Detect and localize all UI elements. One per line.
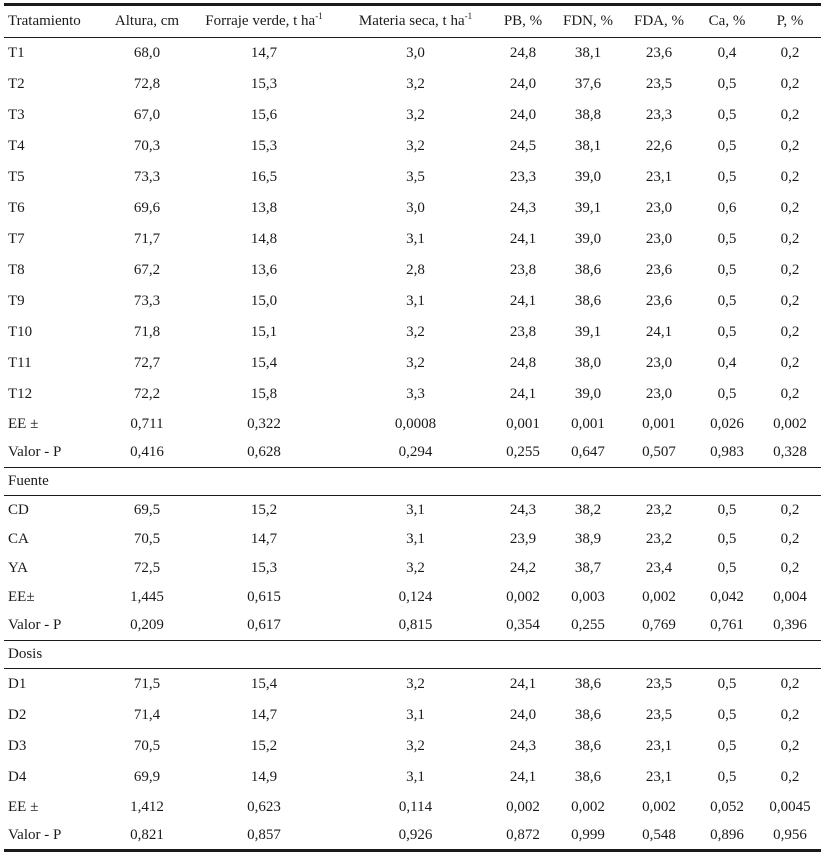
- column-header-label: PB, %: [503, 13, 543, 29]
- table-cell: 13,8: [250, 199, 278, 216]
- table-cell: 23,1: [645, 768, 673, 785]
- row-label: D2: [8, 706, 27, 723]
- table-cell: 0,003: [571, 588, 605, 605]
- table-cell: 70,3: [133, 137, 161, 154]
- row-label: T11: [8, 354, 32, 371]
- table-body: [4, 38, 821, 851]
- table-cell: 0,5: [717, 530, 737, 547]
- column-header-label: Forraje verde, t ha: [205, 13, 316, 29]
- table-cell: 0,872: [493, 822, 553, 851]
- table-cell: 0,5: [717, 323, 737, 340]
- table-cell: 0,2: [780, 323, 800, 340]
- table-cell: 15,6: [250, 106, 278, 123]
- table-cell: 13,6: [250, 261, 278, 278]
- table-cell: 0,821: [104, 822, 190, 851]
- table-cell: 0,001: [506, 415, 540, 432]
- table-cell: 3,2: [406, 106, 425, 123]
- table-cell: 0,615: [247, 588, 281, 605]
- table-cell: 0,2: [780, 559, 800, 576]
- table-cell: 39,0: [574, 230, 602, 247]
- table-cell: 15,2: [250, 501, 278, 518]
- table-cell: 23,9: [509, 530, 537, 547]
- table-cell: 0,5: [717, 137, 737, 154]
- table-cell: 3,1: [406, 768, 425, 785]
- table-cell: 0,623: [247, 798, 281, 815]
- table-cell: 38,7: [574, 559, 602, 576]
- table-cell: 23,8: [509, 323, 537, 340]
- table-cell: 15,1: [250, 323, 278, 340]
- row-label: Valor - P: [4, 822, 104, 851]
- column-header: [493, 5, 553, 38]
- table-cell: 3,2: [406, 354, 425, 371]
- table-cell: 0,001: [571, 415, 605, 432]
- table-cell: 0,002: [642, 588, 676, 605]
- row-label: T12: [8, 385, 33, 402]
- table-cell: 15,0: [250, 292, 278, 309]
- row-label: D1: [8, 675, 27, 692]
- table-row: [4, 100, 821, 131]
- table-cell: 0,002: [506, 798, 540, 815]
- table-cell: 3,3: [406, 385, 425, 402]
- row-label: T9: [8, 292, 25, 309]
- table-cell: 38,1: [574, 137, 602, 154]
- table-row: [4, 612, 821, 641]
- table-cell: 0,815: [398, 617, 433, 634]
- table-cell: 0,255: [506, 444, 540, 461]
- table-cell: 0,5: [717, 501, 737, 518]
- table-cell: 24,1: [509, 230, 537, 247]
- table-cell: 0,628: [247, 444, 281, 461]
- table-cell: 14,9: [250, 768, 278, 785]
- table-cell: 0,2: [780, 199, 800, 216]
- table-cell: 0,5: [717, 75, 737, 92]
- table-cell: 39,0: [574, 385, 602, 402]
- table-row: [4, 669, 821, 700]
- table-cell: 0,0008: [394, 415, 437, 432]
- table-cell: 38,8: [574, 106, 602, 123]
- table-cell: 0,322: [247, 415, 281, 432]
- table-cell: 23,1: [645, 737, 673, 754]
- column-header: [553, 5, 623, 38]
- column-header-label: Materia seca, t ha: [358, 13, 465, 29]
- table-cell: 0,255: [571, 617, 605, 634]
- table-cell: 3,2: [406, 559, 425, 576]
- table-cell: 71,8: [133, 323, 161, 340]
- table-cell: 69,6: [133, 199, 161, 216]
- table-cell: 69,9: [133, 768, 161, 785]
- row-label: Valor - P: [8, 617, 62, 634]
- table-cell: 38,0: [574, 354, 602, 371]
- table-cell: 0,2: [780, 137, 800, 154]
- table-cell: 3,1: [406, 706, 425, 723]
- table-cell: 0,002: [773, 415, 807, 432]
- table-cell: 24,0: [509, 106, 537, 123]
- table-cell: 3,0: [406, 199, 425, 216]
- table-cell: 0,5: [717, 292, 737, 309]
- table-cell: 0,769: [642, 617, 676, 634]
- table-cell: 0,002: [506, 588, 540, 605]
- table-cell: 68,0: [133, 44, 161, 61]
- table-row: [4, 822, 821, 851]
- table-cell: 3,1: [406, 230, 425, 247]
- table-row: [4, 525, 821, 554]
- table-cell: 71,4: [133, 706, 161, 723]
- row-label: CA: [8, 530, 29, 547]
- table-cell: 0,2: [780, 768, 800, 785]
- table-cell: 0,5: [717, 559, 737, 576]
- row-label: EE ±: [8, 415, 39, 432]
- table-cell: 0,2: [780, 530, 800, 547]
- table-cell: 71,5: [133, 675, 161, 692]
- column-header-label: FDA, %: [633, 13, 684, 29]
- table-cell: 0,2: [780, 261, 800, 278]
- table-cell: 24,1: [645, 323, 673, 340]
- table-cell: 23,5: [645, 75, 673, 92]
- table-row: [4, 439, 821, 468]
- row-label: EE ±: [8, 798, 39, 815]
- table-cell: 0,5: [717, 706, 737, 723]
- column-header: [759, 5, 821, 38]
- table-row: [4, 731, 821, 762]
- table-cell: 0,2: [780, 501, 800, 518]
- table-cell: 70,5: [133, 737, 161, 754]
- table-cell: 15,2: [250, 737, 278, 754]
- table-cell: 14,7: [250, 44, 278, 61]
- table-cell: 2,8: [406, 261, 425, 278]
- table-cell: 15,3: [250, 75, 278, 92]
- row-label: T6: [8, 199, 25, 216]
- table-cell: 24,3: [509, 199, 537, 216]
- table-cell: 3,5: [406, 168, 425, 185]
- table-cell: 73,3: [133, 292, 161, 309]
- table-cell: 37,6: [574, 75, 602, 92]
- table-row: [4, 162, 821, 193]
- table-row: [4, 348, 821, 379]
- table-cell: 73,3: [133, 168, 161, 185]
- table-cell: 38,6: [574, 706, 602, 723]
- table-row: [4, 379, 821, 410]
- table-cell: 16,5: [250, 168, 278, 185]
- table-row: [4, 193, 821, 224]
- row-label: CD: [8, 501, 29, 518]
- row-label: T7: [8, 230, 25, 247]
- results-table: [4, 3, 821, 852]
- row-label: T3: [8, 106, 25, 123]
- column-header: [338, 5, 493, 38]
- table-cell: 0,4: [717, 44, 737, 61]
- table-cell: 0,761: [710, 617, 744, 634]
- table-cell: 0,6: [717, 199, 737, 216]
- table-cell: 23,0: [645, 385, 673, 402]
- table-cell: 0,857: [190, 822, 338, 851]
- table-row: [4, 286, 821, 317]
- table-cell: 0,2: [780, 168, 800, 185]
- table-cell: 23,1: [645, 168, 673, 185]
- column-header: [695, 5, 759, 38]
- table-cell: 3,1: [406, 530, 425, 547]
- column-header: [623, 5, 695, 38]
- table-row: [4, 762, 821, 793]
- column-header-label: Tratamiento: [8, 13, 81, 29]
- table-cell: 38,6: [574, 675, 602, 692]
- table-cell: 0,328: [773, 444, 807, 461]
- table-cell: 0,956: [759, 822, 821, 851]
- table-cell: 38,2: [574, 501, 602, 518]
- table-cell: 0,354: [506, 617, 540, 634]
- table-cell: 38,9: [574, 530, 602, 547]
- table-cell: 38,6: [574, 292, 602, 309]
- table-cell: 3,2: [406, 137, 425, 154]
- table-cell: 0,0045: [769, 798, 811, 815]
- table-cell: 38,1: [574, 44, 602, 61]
- table-cell: 0,2: [780, 292, 800, 309]
- table-cell: 0,5: [717, 737, 737, 754]
- table-row: [4, 700, 821, 731]
- table-cell: 24,8: [509, 44, 537, 61]
- table-cell: 0,896: [695, 822, 759, 851]
- table-cell: 0,396: [773, 617, 807, 634]
- table-cell: 24,0: [509, 706, 537, 723]
- section-header-row: [4, 468, 821, 496]
- table-cell: 0,5: [717, 768, 737, 785]
- row-label: YA: [8, 559, 29, 576]
- table-cell: 24,1: [509, 768, 537, 785]
- table-row: [4, 38, 821, 69]
- table-cell: 0,294: [398, 444, 433, 461]
- table-cell: 69,5: [133, 501, 161, 518]
- table-cell: 23,4: [645, 559, 673, 576]
- table-cell: 0,2: [780, 106, 800, 123]
- table-cell: 0,2: [780, 75, 800, 92]
- table-cell: 72,7: [133, 354, 161, 371]
- table-cell: 3,2: [406, 675, 425, 692]
- table-cell: 0,2: [780, 737, 800, 754]
- table-cell: 3,2: [406, 75, 425, 92]
- table-cell: 23,5: [645, 675, 673, 692]
- header-row: [4, 5, 821, 38]
- table-cell: 0,2: [780, 44, 800, 61]
- column-header-label: P, %: [776, 13, 804, 29]
- table-cell: 23,0: [645, 354, 673, 371]
- table-cell: 14,7: [250, 706, 278, 723]
- row-label: T8: [8, 261, 25, 278]
- table-cell: 0,114: [398, 798, 433, 815]
- table-cell: 3,1: [406, 501, 425, 518]
- column-header: [104, 5, 190, 38]
- table-cell: 23,3: [645, 106, 673, 123]
- table-cell: 0,2: [780, 230, 800, 247]
- column-header-label: Ca, %: [708, 13, 746, 29]
- row-label: T1: [8, 44, 25, 61]
- table-cell: 67,0: [133, 106, 161, 123]
- table-cell: 0,124: [398, 588, 433, 605]
- column-header-label: Altura, cm: [114, 13, 180, 29]
- table-cell: 23,2: [645, 530, 673, 547]
- table-row: [4, 69, 821, 100]
- table-cell: 0,209: [130, 617, 164, 634]
- table-cell: 24,2: [509, 559, 537, 576]
- table-cell: 23,6: [645, 292, 673, 309]
- row-label: T5: [8, 168, 25, 185]
- table-cell: 14,8: [250, 230, 278, 247]
- table-cell: 0,983: [710, 444, 744, 461]
- table-cell: 24,0: [509, 75, 537, 92]
- table-cell: 23,2: [645, 501, 673, 518]
- table-cell: 0,999: [553, 822, 623, 851]
- table-cell: 0,926: [338, 822, 493, 851]
- column-header-superscript: -1: [315, 11, 323, 21]
- table-cell: 0,617: [247, 617, 281, 634]
- table-row: [4, 317, 821, 348]
- table-cell: 38,6: [574, 768, 602, 785]
- row-label: T2: [8, 75, 25, 92]
- table-cell: 0,507: [642, 444, 676, 461]
- section-title: Dosis: [4, 641, 821, 669]
- table-cell: 24,3: [509, 737, 537, 754]
- table-cell: 0,5: [717, 106, 737, 123]
- section-header-row: [4, 641, 821, 669]
- table-cell: 1,412: [130, 798, 164, 815]
- table-cell: 23,6: [645, 44, 673, 61]
- table-cell: 15,3: [250, 559, 278, 576]
- table-cell: 0,5: [717, 261, 737, 278]
- table-cell: 15,4: [250, 354, 278, 371]
- table-cell: 70,5: [133, 530, 161, 547]
- table-cell: 15,4: [250, 675, 278, 692]
- table-cell: 23,8: [509, 261, 537, 278]
- table-cell: 0,002: [642, 798, 676, 815]
- table-cell: 24,1: [509, 292, 537, 309]
- table-cell: 72,2: [133, 385, 161, 402]
- table-cell: 0,4: [717, 354, 737, 371]
- table-row: [4, 583, 821, 612]
- table-cell: 3,2: [406, 737, 425, 754]
- row-label: T4: [8, 137, 25, 154]
- table-cell: 24,5: [509, 137, 537, 154]
- table-cell: 23,3: [509, 168, 537, 185]
- table-cell: 0,052: [710, 798, 744, 815]
- table-cell: 38,6: [574, 737, 602, 754]
- table-cell: 24,3: [509, 501, 537, 518]
- table-row: [4, 554, 821, 583]
- table-cell: 24,1: [509, 675, 537, 692]
- table-cell: 71,7: [133, 230, 161, 247]
- table-cell: 0,711: [130, 415, 164, 432]
- table-header: [4, 5, 821, 38]
- row-label: EE±: [8, 588, 35, 605]
- table-cell: 0,647: [571, 444, 605, 461]
- table-cell: 3,1: [406, 292, 425, 309]
- table-cell: 0,5: [717, 675, 737, 692]
- table-cell: 24,1: [509, 385, 537, 402]
- table-cell: 0,2: [780, 385, 800, 402]
- table-cell: 24,8: [509, 354, 537, 371]
- table-cell: 23,5: [645, 706, 673, 723]
- column-header-superscript: -1: [464, 11, 473, 21]
- table-cell: 39,0: [574, 168, 602, 185]
- table-cell: 39,1: [574, 323, 602, 340]
- table-cell: 0,002: [571, 798, 605, 815]
- column-header: [4, 5, 104, 38]
- table-cell: 72,8: [133, 75, 161, 92]
- table-row: [4, 224, 821, 255]
- table-cell: 23,0: [645, 230, 673, 247]
- table-row: [4, 793, 821, 822]
- table-cell: 15,3: [250, 137, 278, 154]
- table-cell: 0,416: [130, 444, 164, 461]
- column-header-label: FDN, %: [562, 13, 613, 29]
- table-cell: 1,445: [130, 588, 164, 605]
- row-label: D3: [8, 737, 27, 754]
- table-cell: 23,0: [645, 199, 673, 216]
- table-cell: 0,548: [623, 822, 695, 851]
- table-cell: 0,5: [717, 230, 737, 247]
- table-cell: 0,2: [780, 354, 800, 371]
- table-cell: 0,001: [642, 415, 676, 432]
- table-row: [4, 131, 821, 162]
- table-cell: 22,6: [645, 137, 673, 154]
- table-cell: 14,7: [250, 530, 278, 547]
- table-cell: 67,2: [133, 261, 161, 278]
- table-cell: 0,5: [717, 168, 737, 185]
- table-cell: 3,0: [406, 44, 425, 61]
- table-cell: 72,5: [133, 559, 161, 576]
- table-row: [4, 255, 821, 286]
- column-header: [190, 5, 338, 38]
- table-cell: 0,2: [780, 675, 800, 692]
- table-cell: 38,6: [574, 261, 602, 278]
- table-cell: 39,1: [574, 199, 602, 216]
- section-title: Fuente: [4, 468, 821, 496]
- row-label: T10: [8, 323, 33, 340]
- table-cell: 0,004: [773, 588, 807, 605]
- table-cell: 0,026: [710, 415, 744, 432]
- table-cell: 23,6: [645, 261, 673, 278]
- table-cell: 0,5: [717, 385, 737, 402]
- row-label: D4: [8, 768, 27, 785]
- table-cell: 15,8: [250, 385, 278, 402]
- table-cell: 0,2: [780, 706, 800, 723]
- table-row: [4, 410, 821, 439]
- table-cell: 0,042: [710, 588, 744, 605]
- row-label: Valor - P: [8, 444, 62, 461]
- table-cell: 3,2: [406, 323, 425, 340]
- table-row: [4, 496, 821, 525]
